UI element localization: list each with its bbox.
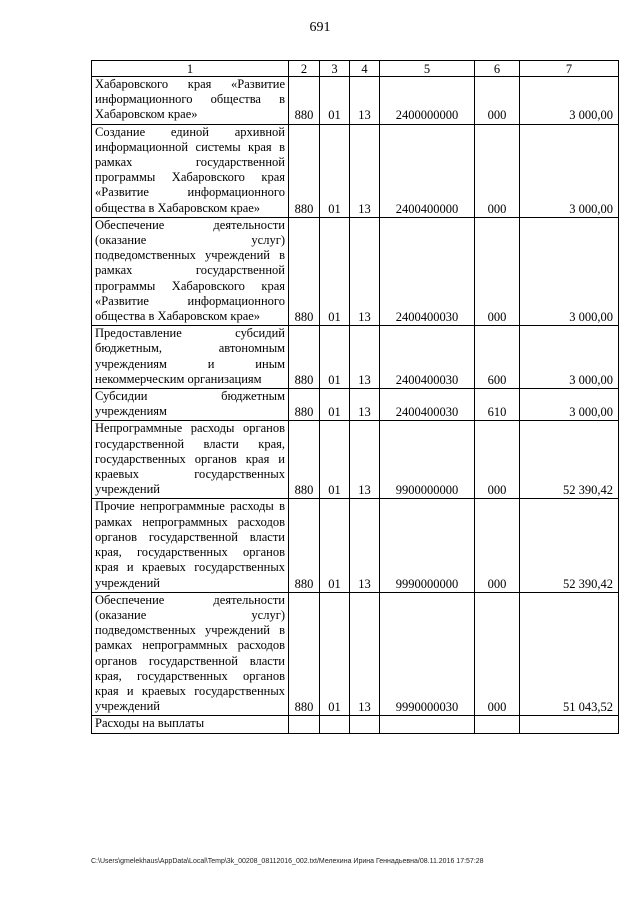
file-path-footer: C:\Users\gmelekhaus\AppData\Local\Temp\3k_00208_08112016_002.txt/Мелехина Ирина Геннадьевна/08.11.2016 17:57:28 bbox=[91, 858, 484, 865]
cell-amount: 3 000,00 bbox=[520, 77, 619, 125]
cell-section: 01 bbox=[320, 124, 350, 217]
cell-expense-type: 610 bbox=[475, 389, 520, 421]
cell-expense-type: 000 bbox=[475, 124, 520, 217]
header-col-4: 4 bbox=[350, 61, 380, 77]
cell-name: Обеспечение деятельности (оказание услуг) подведомственных учреждений в рамках непрограммных расходов органов государственной власти края, государственных органов края и краевых государственных учреждений bbox=[92, 592, 289, 716]
cell-subsection: 13 bbox=[350, 592, 380, 716]
cell-section: 01 bbox=[320, 592, 350, 716]
cell-section: 01 bbox=[320, 421, 350, 499]
header-col-1: 1 bbox=[92, 61, 289, 77]
cell-section: 01 bbox=[320, 217, 350, 325]
cell-target-article: 2400000000 bbox=[380, 77, 475, 125]
table-row bbox=[92, 716, 619, 733]
cell-expense-type: 000 bbox=[475, 217, 520, 325]
header-col-5: 5 bbox=[380, 61, 475, 77]
cell-amount: 3 000,00 bbox=[520, 217, 619, 325]
cell-name: Расходы на выплаты bbox=[92, 716, 289, 733]
cell-subsection bbox=[350, 716, 380, 733]
budget-table bbox=[91, 60, 619, 734]
cell-amount: 51 043,52 bbox=[520, 592, 619, 716]
cell-target-article bbox=[380, 716, 475, 733]
cell-name: Прочие непрограммные расходы в рамках непрограммных расходов органов государственной власти края, государственных органов края и краевых государственных учреждений bbox=[92, 499, 289, 592]
cell-admin-code: 880 bbox=[289, 217, 320, 325]
cell-section: 01 bbox=[320, 499, 350, 592]
cell-name: Создание единой архивной информационной системы края в рамках государственной программы Хабаровского края «Развитие информационного общества в Хабаровском крае» bbox=[92, 124, 289, 217]
cell-admin-code: 880 bbox=[289, 77, 320, 125]
cell-name: Субсидии бюджетным учреждениям bbox=[92, 389, 289, 421]
cell-amount: 52 390,42 bbox=[520, 421, 619, 499]
cell-target-article: 2400400030 bbox=[380, 217, 475, 325]
cell-amount: 3 000,00 bbox=[520, 389, 619, 421]
cell-admin-code: 880 bbox=[289, 421, 320, 499]
cell-expense-type: 000 bbox=[475, 499, 520, 592]
cell-target-article: 2400400030 bbox=[380, 389, 475, 421]
cell-target-article: 9900000000 bbox=[380, 421, 475, 499]
table-row bbox=[92, 217, 619, 325]
cell-expense-type: 600 bbox=[475, 326, 520, 389]
table-row bbox=[92, 326, 619, 389]
table-row bbox=[92, 499, 619, 592]
cell-expense-type: 000 bbox=[475, 77, 520, 125]
header-row bbox=[92, 61, 619, 77]
cell-target-article: 9990000000 bbox=[380, 499, 475, 592]
cell-amount: 3 000,00 bbox=[520, 124, 619, 217]
cell-subsection: 13 bbox=[350, 421, 380, 499]
cell-subsection: 13 bbox=[350, 77, 380, 125]
cell-amount: 3 000,00 bbox=[520, 326, 619, 389]
cell-subsection: 13 bbox=[350, 499, 380, 592]
cell-admin-code: 880 bbox=[289, 592, 320, 716]
header-col-6: 6 bbox=[475, 61, 520, 77]
cell-admin-code: 880 bbox=[289, 124, 320, 217]
cell-section bbox=[320, 716, 350, 733]
cell-name: Хабаровского края «Развитие информационного общества в Хабаровском крае» bbox=[92, 77, 289, 125]
cell-admin-code: 880 bbox=[289, 499, 320, 592]
cell-admin-code bbox=[289, 716, 320, 733]
cell-section: 01 bbox=[320, 326, 350, 389]
table-body bbox=[92, 77, 619, 734]
cell-name: Предоставление субсидий бюджетным, автономным учреждениям и иным некоммерческим организациям bbox=[92, 326, 289, 389]
header-col-7: 7 bbox=[520, 61, 619, 77]
cell-target-article: 2400400000 bbox=[380, 124, 475, 217]
header-col-3: 3 bbox=[320, 61, 350, 77]
cell-section: 01 bbox=[320, 389, 350, 421]
table-row bbox=[92, 592, 619, 716]
cell-subsection: 13 bbox=[350, 124, 380, 217]
cell-expense-type bbox=[475, 716, 520, 733]
table-row bbox=[92, 124, 619, 217]
table-row bbox=[92, 77, 619, 125]
table-row bbox=[92, 389, 619, 421]
cell-subsection: 13 bbox=[350, 389, 380, 421]
cell-amount: 52 390,42 bbox=[520, 499, 619, 592]
cell-admin-code: 880 bbox=[289, 389, 320, 421]
cell-name: Обеспечение деятельности (оказание услуг) подведомственных учреждений в рамках государственной программы Хабаровского края «Развитие информационного общества в Хабаровском крае» bbox=[92, 217, 289, 325]
cell-target-article: 9990000030 bbox=[380, 592, 475, 716]
page-number: 691 bbox=[309, 20, 331, 35]
table-row bbox=[92, 421, 619, 499]
header-col-2: 2 bbox=[289, 61, 320, 77]
cell-section: 01 bbox=[320, 77, 350, 125]
cell-amount bbox=[520, 716, 619, 733]
cell-subsection: 13 bbox=[350, 217, 380, 325]
cell-subsection: 13 bbox=[350, 326, 380, 389]
cell-expense-type: 000 bbox=[475, 421, 520, 499]
cell-expense-type: 000 bbox=[475, 592, 520, 716]
cell-admin-code: 880 bbox=[289, 326, 320, 389]
cell-name: Непрограммные расходы органов государственной власти края, государственных органов края и краевых государственных учреждений bbox=[92, 421, 289, 499]
cell-target-article: 2400400030 bbox=[380, 326, 475, 389]
